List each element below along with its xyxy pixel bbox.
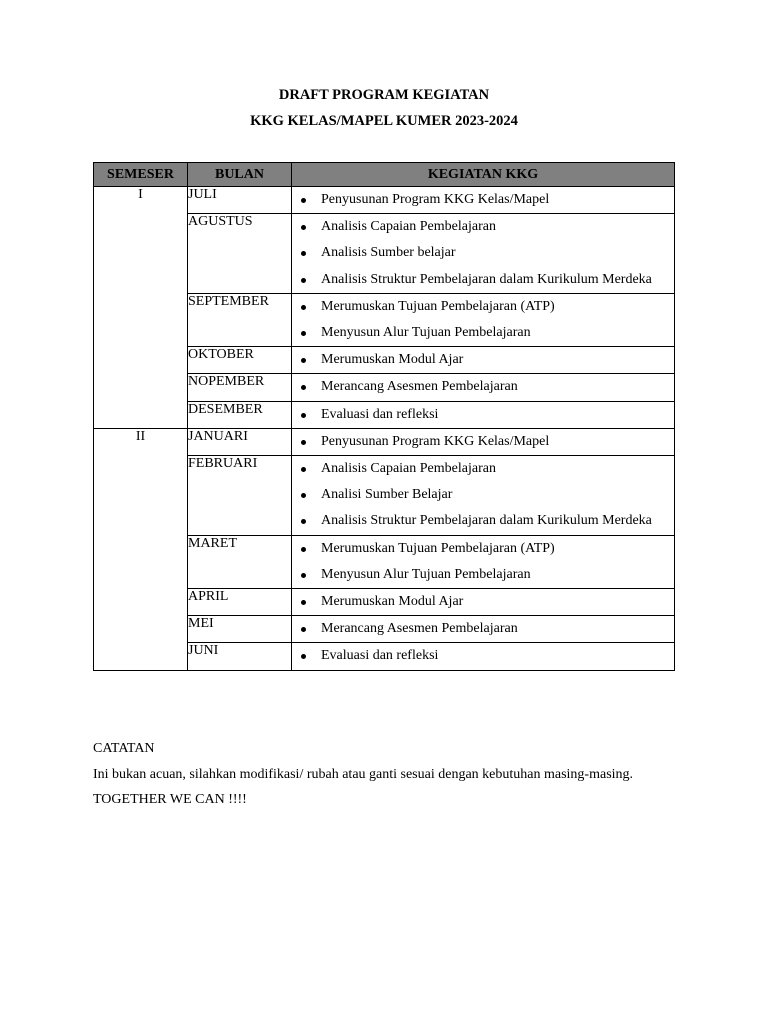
notes-section xyxy=(93,736,663,813)
semester-cell: I xyxy=(94,187,188,429)
activity-list xyxy=(292,294,674,346)
bullet-icon xyxy=(301,305,306,310)
notes-heading: CATATAN xyxy=(93,741,155,756)
month-cell: MEI xyxy=(188,616,292,643)
bullet-icon xyxy=(301,331,306,336)
activity-text: Penyusunan Program KKG Kelas/Mapel xyxy=(321,192,550,207)
activity-text: Penyusunan Program KKG Kelas/Mapel xyxy=(321,433,550,449)
table-row xyxy=(94,428,675,455)
activity-text: Merumuskan Tujuan Pembelajaran (ATP) xyxy=(321,540,555,556)
activity-item xyxy=(292,589,674,615)
notes-closing: TOGETHER WE CAN !!!! xyxy=(93,792,247,807)
activity-item xyxy=(292,536,674,562)
activity-text: Analisis Sumber belajar xyxy=(321,245,456,261)
header-month: BULAN xyxy=(188,163,292,187)
activity-item xyxy=(292,267,674,293)
bullet-icon xyxy=(301,225,306,230)
activity-cell xyxy=(292,616,675,643)
semester-cell: II xyxy=(94,428,188,670)
activity-item xyxy=(292,402,674,428)
activity-list xyxy=(292,429,674,455)
activity-cell xyxy=(292,293,675,346)
bullet-icon xyxy=(301,413,306,418)
month-cell: JANUARI xyxy=(188,428,292,455)
activity-text: Menyusun Alur Tujuan Pembelajaran xyxy=(321,566,531,582)
activity-list xyxy=(292,536,674,588)
bullet-icon xyxy=(301,251,306,256)
activity-list xyxy=(292,616,674,642)
header-activity: KEGIATAN KKG xyxy=(292,163,675,187)
activity-text: Analisis Struktur Pembelajaran dalam Kurikulum Merdeka xyxy=(321,513,652,529)
activity-cell xyxy=(292,428,675,455)
activity-item xyxy=(292,508,674,534)
activity-list xyxy=(292,374,674,400)
activity-list xyxy=(292,347,674,373)
activity-cell xyxy=(292,187,675,214)
bullet-icon xyxy=(301,547,306,552)
activity-item xyxy=(292,320,674,346)
activity-cell xyxy=(292,456,675,536)
activity-item xyxy=(292,347,674,373)
activity-cell xyxy=(292,535,675,588)
activity-text: Merumuskan Modul Ajar xyxy=(321,594,464,610)
month-cell: DESEMBER xyxy=(188,401,292,428)
month-cell: FEBRUARI xyxy=(188,456,292,536)
activity-item xyxy=(292,643,674,669)
activity-text: Evaluasi dan refleksi xyxy=(321,406,439,422)
document-title: DRAFT PROGRAM KEGIATAN xyxy=(278,87,490,103)
bullet-icon xyxy=(301,519,306,524)
bullet-icon xyxy=(301,654,306,659)
activity-text: Merancang Asesmen Pembelajaran xyxy=(321,621,518,637)
table-header-row xyxy=(94,163,675,187)
activity-item xyxy=(292,294,674,320)
activity-text: Evaluasi dan refleksi xyxy=(321,648,439,664)
activity-text: Analisi Sumber Belajar xyxy=(321,487,453,503)
activity-list xyxy=(292,456,674,535)
activity-item xyxy=(292,429,674,455)
activity-list xyxy=(292,643,674,669)
activity-item xyxy=(292,616,674,642)
month-cell: SEPTEMBER xyxy=(188,293,292,346)
month-cell: JUNI xyxy=(188,643,292,670)
activity-list xyxy=(292,187,674,213)
bullet-icon xyxy=(301,627,306,632)
bullet-icon xyxy=(301,467,306,472)
table-body xyxy=(94,187,675,671)
activity-text: Merancang Asesmen Pembelajaran xyxy=(321,379,518,395)
month-cell: AGUSTUS xyxy=(188,214,292,294)
activity-text: Merumuskan Tujuan Pembelajaran (ATP) xyxy=(321,298,555,314)
activity-list xyxy=(292,589,674,615)
table-row xyxy=(94,187,675,214)
activity-text: Analisis Capaian Pembelajaran xyxy=(321,219,496,235)
activity-text: Analisis Struktur Pembelajaran dalam Kurikulum Merdeka xyxy=(321,271,652,287)
activity-item xyxy=(292,482,674,508)
activity-cell xyxy=(292,347,675,374)
bullet-icon xyxy=(301,278,306,283)
month-cell: APRIL xyxy=(188,589,292,616)
bullet-icon xyxy=(301,358,306,363)
activity-list xyxy=(292,214,674,293)
activity-cell xyxy=(292,374,675,401)
program-table xyxy=(93,162,675,671)
activity-item xyxy=(292,187,674,213)
activity-cell xyxy=(292,214,675,294)
notes-body: Ini bukan acuan, silahkan modifikasi/ rubah atau ganti sesuai dengan kebutuhan masing-masing. xyxy=(93,766,634,782)
month-cell: MARET xyxy=(188,535,292,588)
activity-item xyxy=(292,214,674,240)
activity-text: Menyusun Alur Tujuan Pembelajaran xyxy=(321,325,531,341)
activity-item xyxy=(292,456,674,482)
bullet-icon xyxy=(301,573,306,578)
bullet-icon xyxy=(301,493,306,498)
activity-cell xyxy=(292,401,675,428)
activity-item xyxy=(292,562,674,588)
document-subtitle: KKG KELAS/MAPEL KUMER 2023-2024 xyxy=(250,113,518,129)
activity-text: Merumuskan Modul Ajar xyxy=(321,352,464,368)
bullet-icon xyxy=(301,198,306,203)
activity-cell xyxy=(292,589,675,616)
activity-item xyxy=(292,240,674,266)
bullet-icon xyxy=(301,440,306,445)
activity-list xyxy=(292,402,674,428)
bullet-icon xyxy=(301,600,306,605)
month-cell: OKTOBER xyxy=(188,347,292,374)
activity-cell xyxy=(292,643,675,670)
month-cell: NOPEMBER xyxy=(188,374,292,401)
bullet-icon xyxy=(301,385,306,390)
activity-text: Analisis Capaian Pembelajaran xyxy=(321,461,496,477)
header-semester: SEMESER xyxy=(94,163,188,187)
activity-item xyxy=(292,374,674,400)
month-cell: JULI xyxy=(188,187,292,214)
